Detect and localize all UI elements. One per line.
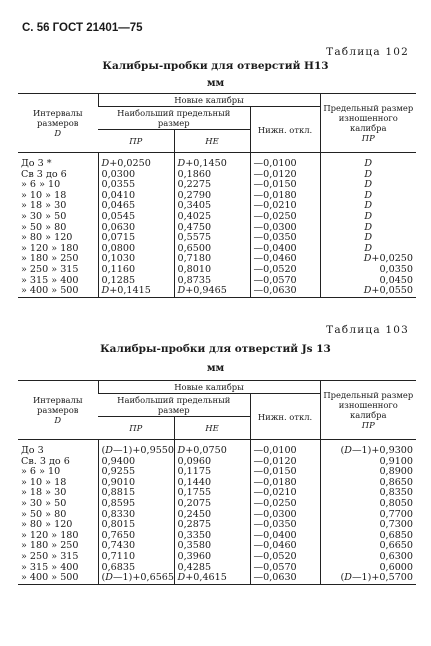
interval-cell: » 30 » 50 xyxy=(21,497,67,509)
table-label: Таблица 103 xyxy=(326,324,409,336)
pr-cell: 0,7650 xyxy=(98,531,174,542)
interval-cell: » 80 » 120 xyxy=(21,232,73,244)
ne-cell: 0,4750 xyxy=(174,223,250,234)
worn-limit-cell: (D—1)+0,5700 xyxy=(320,573,416,584)
ne-cell: D+0,9465 xyxy=(174,286,250,297)
lower-dev-cell: —0,0180 xyxy=(250,478,320,489)
pr-cell: 0,0410 xyxy=(98,191,174,202)
lower-dev-cell: —0,0250 xyxy=(250,212,320,223)
table-unit: мм xyxy=(206,363,225,374)
ne-cell: 0,2875 xyxy=(174,520,250,531)
table-row xyxy=(18,212,416,223)
lower-dev-cell: —0,0300 xyxy=(250,223,320,234)
interval-cell: До 3 * xyxy=(21,158,52,169)
pr-cell: (D—1)+0,9550 xyxy=(98,440,174,457)
ne-cell: 0,2075 xyxy=(174,499,250,510)
interval-cell: » 180 » 250 xyxy=(21,253,79,265)
table-label: Таблица 102 xyxy=(326,46,409,58)
lower-dev-cell: —0,0150 xyxy=(250,467,320,478)
interval-cell: » 6 » 10 xyxy=(21,466,61,478)
pr-cell: 0,1030 xyxy=(98,254,174,265)
pr-cell: 0,9400 xyxy=(98,457,174,468)
table-row xyxy=(18,180,416,191)
worn-limit-cell: 0,7700 xyxy=(320,510,416,521)
ne-cell: 0,2790 xyxy=(174,191,250,202)
pr-cell: 0,0355 xyxy=(98,180,174,191)
worn-limit-cell: D xyxy=(320,170,416,181)
worn-limit-cell: D xyxy=(320,153,416,170)
worn-limit-cell: D xyxy=(320,223,416,234)
interval-cell: » 400 » 500 xyxy=(18,286,98,297)
table-row xyxy=(18,457,416,468)
table-row xyxy=(18,467,416,478)
ne-cell: 0,7180 xyxy=(174,254,250,265)
ne-cell: 0,8010 xyxy=(174,265,250,276)
pr-cell: 0,0715 xyxy=(98,233,174,244)
worn-limit-cell: D xyxy=(320,233,416,244)
table-row xyxy=(18,552,416,563)
worn-limit-cell: 0,6850 xyxy=(320,531,416,542)
interval-cell: » 250 » 315 xyxy=(21,263,79,275)
table-row xyxy=(18,488,416,499)
ne-cell: 0,8735 xyxy=(174,276,250,287)
table-row xyxy=(18,191,416,202)
pr-cell: 0,9010 xyxy=(98,478,174,489)
lower-dev-cell: —0,0150 xyxy=(250,180,320,191)
pr-cell: 0,6835 xyxy=(98,563,174,574)
pr-cell: 0,1285 xyxy=(98,276,174,287)
worn-limit-cell: 0,6000 xyxy=(320,563,416,574)
worn-limit-cell: (D—1)+0,9300 xyxy=(320,440,416,457)
interval-cell: » 315 » 400 xyxy=(21,274,79,286)
worn-limit-cell: 0,8350 xyxy=(320,488,416,499)
lower-dev-cell: —0,0630 xyxy=(250,286,320,297)
lower-dev-cell: —0,0100 xyxy=(250,440,320,457)
worn-limit-cell: 0,0450 xyxy=(320,276,416,287)
lower-dev-cell: —0,0520 xyxy=(250,552,320,563)
ne-cell: D+0,0750 xyxy=(174,440,250,457)
interval-cell: » 18 » 30 xyxy=(21,200,67,212)
pr-cell: 0,0800 xyxy=(98,244,174,255)
worn-limit-cell: 0,6650 xyxy=(320,541,416,552)
ne-cell: 0,3350 xyxy=(174,531,250,542)
ne-cell: 0,0960 xyxy=(174,457,250,468)
interval-cell: » 250 » 315 xyxy=(21,550,79,562)
interval-cell: » 80 » 120 xyxy=(21,519,73,531)
worn-limit-cell: D xyxy=(320,180,416,191)
page-header: С. 56 ГОСТ 21401—75 xyxy=(22,22,143,34)
lower-dev-cell: —0,0460 xyxy=(250,254,320,265)
interval-cell: Св. 3 до 6 xyxy=(21,455,70,467)
ne-cell: 0,1440 xyxy=(174,478,250,489)
table-row xyxy=(18,201,416,212)
interval-cell: » 50 » 80 xyxy=(21,508,67,520)
pr-cell: 0,9255 xyxy=(98,467,174,478)
pr-cell: D+0,0250 xyxy=(98,153,174,170)
ne-cell: 0,2450 xyxy=(174,510,250,521)
max-size-header: Наибольший предельный размер xyxy=(98,107,250,130)
lower-dev-cell: —0,0630 xyxy=(250,573,320,584)
pr-cell: 0,8815 xyxy=(98,488,174,499)
table-row xyxy=(18,286,416,297)
table-row xyxy=(18,499,416,510)
interval-cell: » 120 » 180 xyxy=(21,529,79,541)
lower-dev-cell: —0,0350 xyxy=(250,520,320,531)
intervals-header: Интервалы размеров D xyxy=(18,94,98,153)
interval-cell: » 315 » 400 xyxy=(21,561,79,573)
table-row xyxy=(18,573,416,584)
table-body xyxy=(18,440,416,585)
lower-dev-cell: —0,0520 xyxy=(250,265,320,276)
table-row xyxy=(18,223,416,234)
pr-cell: 0,0465 xyxy=(98,201,174,212)
pr-cell: D+0,1415 xyxy=(98,286,174,297)
pr-cell: 0,1160 xyxy=(98,265,174,276)
worn-limit-cell: 0,9100 xyxy=(320,457,416,468)
worn-limit-cell: 0,8900 xyxy=(320,467,416,478)
ne-cell: 0,3405 xyxy=(174,201,250,212)
pr-header: ПР xyxy=(98,130,174,153)
interval-cell: » 50 » 80 xyxy=(21,221,67,233)
worn-limit-cell: D xyxy=(320,191,416,202)
pr-cell: (D—1)+0,6565 xyxy=(98,573,174,584)
interval-cell: До 3 xyxy=(21,445,44,456)
lower-dev-cell: —0,0350 xyxy=(250,233,320,244)
ne-cell: 0,6500 xyxy=(174,244,250,255)
lower-dev-cell: —0,0120 xyxy=(250,457,320,468)
interval-cell: » 10 » 18 xyxy=(21,476,67,488)
interval-cell: » 18 » 30 xyxy=(21,487,67,499)
lower-dev-cell: —0,0210 xyxy=(250,201,320,212)
pr-cell: 0,8015 xyxy=(98,520,174,531)
worn-limit-cell: D xyxy=(320,201,416,212)
table-unit: мм xyxy=(206,78,225,89)
lower-dev-cell: —0,0460 xyxy=(250,541,320,552)
pr-cell: 0,8595 xyxy=(98,499,174,510)
ne-cell: D+0,1450 xyxy=(174,153,250,170)
worn-limit-header: Предельный размер изношенного калибра ПР xyxy=(320,381,416,440)
lower-dev-cell: —0,0120 xyxy=(250,170,320,181)
lower-dev-cell: —0,0570 xyxy=(250,563,320,574)
gauge-table xyxy=(18,93,416,298)
table-row xyxy=(18,478,416,489)
lower-dev-cell: —0,0210 xyxy=(250,488,320,499)
ne-cell: 0,2275 xyxy=(174,180,250,191)
new-gauges-header: Новые калибры xyxy=(98,381,320,394)
lower-dev-cell: —0,0100 xyxy=(250,153,320,170)
gauge-table xyxy=(18,380,416,585)
table-title: Калибры-пробки для отверстий Js 13 xyxy=(100,343,331,355)
ne-cell: 0,1175 xyxy=(174,467,250,478)
new-gauges-header: Новые калибры xyxy=(98,94,320,107)
worn-limit-cell: 0,6300 xyxy=(320,552,416,563)
pr-cell: 0,0545 xyxy=(98,212,174,223)
pr-cell: 0,7430 xyxy=(98,541,174,552)
ne-cell: 0,3960 xyxy=(174,552,250,563)
lower-dev-cell: —0,0180 xyxy=(250,191,320,202)
worn-limit-cell: D+0,0250 xyxy=(320,254,416,265)
lower-dev-cell: —0,0570 xyxy=(250,276,320,287)
pr-cell: 0,0630 xyxy=(98,223,174,234)
interval-cell: » 120 » 180 xyxy=(21,242,79,254)
interval-cell: » 30 » 50 xyxy=(21,210,67,222)
ne-cell: 0,4025 xyxy=(174,212,250,223)
ne-header: НЕ xyxy=(174,417,250,440)
interval-cell: » 180 » 250 xyxy=(21,540,79,552)
worn-limit-cell: D+0,0550 xyxy=(320,286,416,297)
pr-header: ПР xyxy=(98,417,174,440)
table-body xyxy=(18,153,416,298)
table-title: Калибры-пробки для отверстий Н13 xyxy=(102,60,329,72)
worn-limit-cell: D xyxy=(320,244,416,255)
lower-dev-cell: —0,0300 xyxy=(250,510,320,521)
max-size-header: Наибольший предельный размер xyxy=(98,394,250,417)
ne-header: НЕ xyxy=(174,130,250,153)
lower-dev-header: Нижн. откл. xyxy=(250,107,320,153)
worn-limit-cell: 0,8050 xyxy=(320,499,416,510)
intervals-header: Интервалы размеров D xyxy=(18,381,98,440)
ne-cell: 0,1860 xyxy=(174,170,250,181)
ne-cell: 0,5575 xyxy=(174,233,250,244)
table-row xyxy=(18,153,416,170)
interval-cell: » 400 » 500 xyxy=(18,573,98,584)
lower-dev-cell: —0,0250 xyxy=(250,499,320,510)
interval-cell: » 10 » 18 xyxy=(21,189,67,201)
worn-limit-cell: 0,7300 xyxy=(320,520,416,531)
table-row xyxy=(18,510,416,521)
ne-cell: D+0,4615 xyxy=(174,573,250,584)
interval-cell: » 6 » 10 xyxy=(21,179,61,191)
lower-dev-cell: —0,0400 xyxy=(250,531,320,542)
pr-cell: 0,0300 xyxy=(98,170,174,181)
interval-cell: Св 3 до 6 xyxy=(21,168,67,180)
worn-limit-cell: D xyxy=(320,212,416,223)
ne-cell: 0,3580 xyxy=(174,541,250,552)
table-row xyxy=(18,265,416,276)
lower-dev-header: Нижн. откл. xyxy=(250,394,320,440)
ne-cell: 0,1755 xyxy=(174,488,250,499)
table-row xyxy=(18,440,416,457)
worn-limit-cell: 0,0350 xyxy=(320,265,416,276)
table-row xyxy=(18,170,416,181)
ne-cell: 0,4285 xyxy=(174,563,250,574)
pr-cell: 0,7110 xyxy=(98,552,174,563)
worn-limit-cell: 0,8650 xyxy=(320,478,416,489)
lower-dev-cell: —0,0400 xyxy=(250,244,320,255)
worn-limit-header: Предельный размер изношенного калибра ПР xyxy=(320,94,416,153)
pr-cell: 0,8330 xyxy=(98,510,174,521)
